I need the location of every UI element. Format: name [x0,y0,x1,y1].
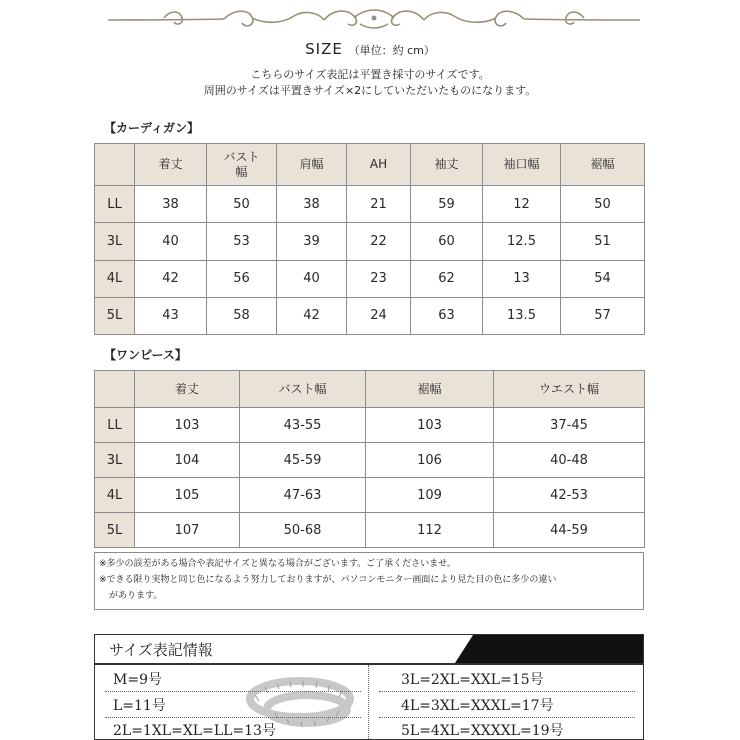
size-notation-right-2: 4L=3XL=XXXL=17号 [401,698,554,714]
table-cell: 56 [207,260,277,297]
disclaimer-line-2: ※できる限り実物と同じ色になるよう努力しておりますが、パソコンモニター画面により見た目の色に多少の違い [99,575,557,585]
corner-cell [95,371,135,408]
table-cell: 53 [207,223,277,260]
table-row [95,408,645,443]
table-cell: 43-55 [240,408,366,443]
table-cell: 58 [207,297,277,334]
table-cell: 51 [561,223,645,260]
size-label-cell: 3L [95,223,135,260]
title-underline [95,663,644,665]
column-header: 肩幅 [277,144,347,186]
table-cell: 50 [207,186,277,223]
table-cell: 40-48 [494,443,645,478]
cardigan-size-table [94,143,645,335]
table-cell: 45-59 [240,443,366,478]
table-cell: 38 [277,186,347,223]
table-cell: 40 [277,260,347,297]
table-cell: 21 [347,186,411,223]
measurement-note-2: 周囲のサイズは平置きサイズ×2にしていただいたものになります。 [203,84,537,97]
table-row [95,478,645,513]
title-bar-notch [455,635,473,663]
table-cell: 50 [561,186,645,223]
column-header: バスト幅 [240,371,366,408]
table-cell: 23 [347,260,411,297]
table-cell: 47-63 [240,478,366,513]
size-label-cell: LL [95,186,135,223]
table-cell: 13 [483,260,561,297]
table-row [95,260,645,297]
table-cell: 57 [561,297,645,334]
size-label-cell: 5L [95,513,135,548]
table-cell: 63 [411,297,483,334]
table-cell: 59 [411,186,483,223]
table-cell: 54 [561,260,645,297]
table-cell: 103 [135,408,240,443]
table-cell: 42-53 [494,478,645,513]
column-header: 着丈 [135,144,207,186]
row-divider [379,691,635,692]
column-header: バスト 幅 [207,144,277,186]
table-cell: 44-59 [494,513,645,548]
size-notation-left-1: M=9号 [113,672,162,688]
disclaimer-notes [94,552,644,610]
table-row [95,223,645,260]
table-cell: 106 [366,443,494,478]
table-row [95,513,645,548]
size-title: SIZE （単位：約 cm） [305,40,435,58]
table-row [95,443,645,478]
title-bar-accent [455,635,644,663]
table-cell: 42 [135,260,207,297]
column-header: ウエスト幅 [494,371,645,408]
size-notation-left-3: 2L=1XL=XL=LL=13号 [113,723,276,739]
disclaimer-line-3: があります。 [109,591,163,601]
column-header: 袖丈 [411,144,483,186]
column-header: AH [347,144,411,186]
size-label-cell: 3L [95,443,135,478]
table-cell: 50-68 [240,513,366,548]
onepiece-section-label: 【ワンピース】 [104,348,187,362]
table-cell: 42 [277,297,347,334]
table-cell: 62 [411,260,483,297]
measurement-note-1: こちらのサイズ表記は平置き採寸のサイズです。 [250,68,490,81]
table-cell: 13.5 [483,297,561,334]
size-notation-title: サイズ表記情報 [109,641,213,659]
size-label-cell: 5L [95,297,135,334]
table-cell: 12 [483,186,561,223]
table-cell: 40 [135,223,207,260]
size-label-cell: LL [95,408,135,443]
cardigan-section-label: 【カーディガン】 [104,121,200,135]
table-row [95,297,645,334]
size-notation-box [94,634,644,740]
table-cell: 109 [366,478,494,513]
table-cell: 104 [135,443,240,478]
size-notation-right-1: 3L=2XL=XXL=15号 [401,672,544,688]
column-header: 裾幅 [561,144,645,186]
decorative-ornament [104,6,644,30]
table-cell: 105 [135,478,240,513]
disclaimer-line-1: ※多少の誤差がある場合や表記サイズと異なる場合がございます。ご了承くださいませ。 [99,559,456,569]
table-cell: 24 [347,297,411,334]
table-cell: 103 [366,408,494,443]
size-label-cell: 4L [95,478,135,513]
onepiece-size-table [94,370,645,548]
size-notation-left-2: L=11号 [113,698,166,714]
column-divider [368,665,369,740]
corner-cell [95,144,135,186]
row-divider [105,717,361,718]
unit-label: （単位：約 cm） [348,44,435,57]
table-cell: 107 [135,513,240,548]
table-cell: 22 [347,223,411,260]
table-cell: 39 [277,223,347,260]
table-cell: 112 [366,513,494,548]
table-cell: 37-45 [494,408,645,443]
column-header: 裾幅 [366,371,494,408]
table-row [95,186,645,223]
column-header: 袖口幅 [483,144,561,186]
column-header: 着丈 [135,371,240,408]
table-cell: 60 [411,223,483,260]
table-cell: 38 [135,186,207,223]
row-divider [379,717,635,718]
table-cell: 12.5 [483,223,561,260]
table-cell: 43 [135,297,207,334]
size-label-cell: 4L [95,260,135,297]
row-divider [105,691,361,692]
size-notation-right-3: 5L=4XL=XXXXL=19号 [401,723,564,739]
